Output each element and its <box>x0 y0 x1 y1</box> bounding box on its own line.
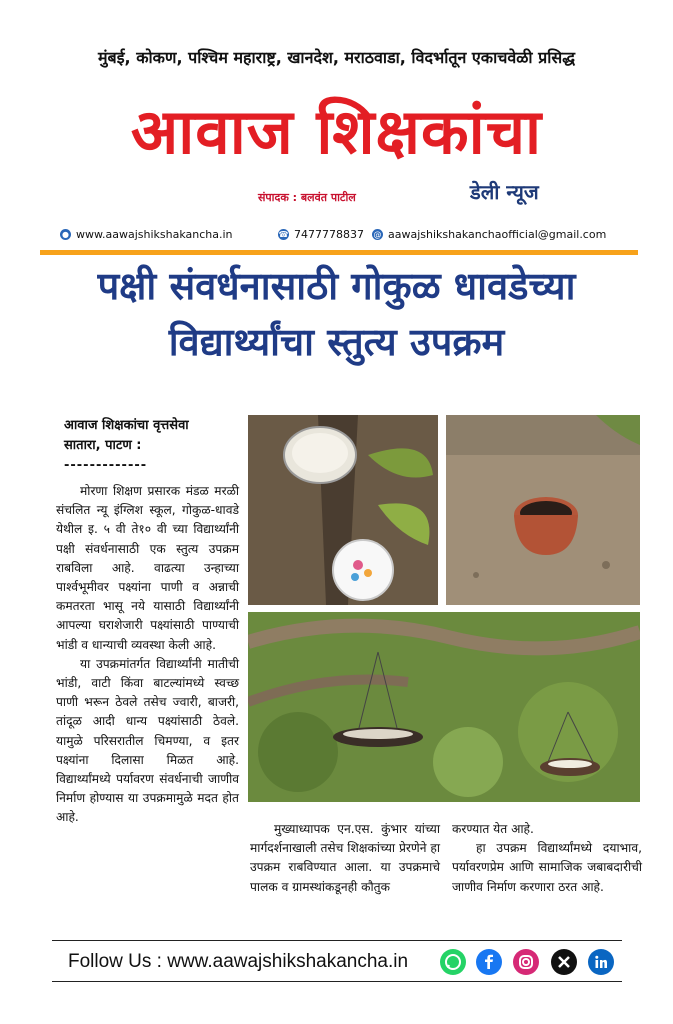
footer-bottom-rule <box>52 981 622 982</box>
byline-dateline: सातारा, पाटण : <box>64 438 142 453</box>
tagline: मुंबई, कोकण, पश्चिम महाराष्ट्र, खानदेश, मराठवाडा, विदर्भातून एकाचवेळी प्रसिद्ध <box>97 48 575 67</box>
email-contact[interactable] <box>372 228 606 241</box>
masthead-title: आवाज शिक्षकांचा <box>130 95 543 168</box>
facebook-icon[interactable] <box>476 949 502 975</box>
phone-contact[interactable] <box>278 228 364 241</box>
x-icon[interactable] <box>551 949 577 975</box>
phone-text: 7477778837 <box>294 228 364 241</box>
contact-bar <box>0 228 673 244</box>
follow-us-text[interactable]: Follow Us : www.aawajshikshakancha.in <box>68 951 409 972</box>
linkedin-icon[interactable] <box>588 949 614 975</box>
article-column-2 <box>250 820 440 897</box>
photo-clay-pot-graphic <box>446 415 640 605</box>
paragraph: करण्यात येत आहे. <box>452 822 534 836</box>
paragraph: मुख्याध्यापक एन.एस. कुंभार यांच्या मार्गदर्शनाखाली तसेच शिक्षकांच्या प्रेरणेने हा उपक्रम राबविण्यात आला. या उपक्रमाचे पालक व ग्रामस्थांकडूनही कौतुक <box>250 822 440 894</box>
editor-credit: संपादक : बलवंत पाटील <box>258 191 356 204</box>
phone-icon: ☎ <box>278 230 289 239</box>
photo-rice-bowl-graphic <box>248 415 438 605</box>
photo-hanging-bowls <box>248 612 640 802</box>
header-divider <box>40 250 638 255</box>
globe-icon: ● <box>60 229 71 240</box>
email-icon: @ <box>373 230 382 239</box>
byline <box>64 416 239 456</box>
website-contact[interactable] <box>60 228 233 241</box>
headline-line-2: विद्यार्थ्यांचा स्तुत्य उपक्रम <box>168 320 505 364</box>
article-headline <box>20 258 653 370</box>
footer-top-rule <box>52 940 622 941</box>
email-text: aawajshikshakanchaofficial@gmail.com <box>388 228 607 241</box>
instagram-icon[interactable] <box>513 949 539 975</box>
paragraph: मोरणा शिक्षण प्रसारक मंडळ मरळी संचलित न्यू इंग्लिश स्कूल, गोकुळ-धावडे येथील इ. ५ वी ते१० वी च्या विद्यार्थ्यांनी पक्षी संवर्धनासाठी एक स्तुत्य उपक्रम राबविला आहे. वाढत्या उन्हाच्या पार्श्वभूमीवर पक्ष्यांना पाणी व अन्नाची कमतरता भासू नये यासाठी विद्यार्थ्यांनी आपल्या घराशेजारी पक्ष्यांसाठी पाण्याची भांडी व धान्याची व्यवस्था केली आहे. <box>56 484 239 652</box>
byline-separator: ------------- <box>64 458 148 473</box>
whatsapp-icon[interactable] <box>440 949 466 975</box>
article-column-3 <box>452 820 642 897</box>
article-column-1 <box>56 482 239 828</box>
paragraph: हा उपक्रम विद्यार्थ्यांमध्ये दयाभाव, पर्यावरणप्रेम आणि सामाजिक जबाबदारीची जाणीव निर्माण करणारा ठरत आहे. <box>452 841 642 894</box>
photo-rice-bowl-on-tree <box>248 415 438 605</box>
masthead-subtitle: डेली न्यूज <box>470 180 539 204</box>
photo-clay-pot <box>446 415 640 605</box>
byline-agency: आवाज शिक्षकांचा वृत्तसेवा <box>64 418 189 433</box>
headline-line-1: पक्षी संवर्धनासाठी गोकुळ धावडेच्या <box>97 264 576 308</box>
paragraph: या उपक्रमांतर्गत विद्यार्थ्यांनी मातीची भांडी, वाटी किंवा बाटल्यांमध्ये स्वच्छ पाणी भरून ठेवले तसेच ज्वारी, बाजरी, तांदूळ आदी धान्य पक्ष्यांसाठी ठेवले. यामुळे परिसरातील चिमण्या, व इतर पक्ष्यांना दिलासा मिळत आहे. विद्यार्थ्यांमध्ये पर्यावरण संवर्धनाची जाणीव निर्माण होण्यास या उपक्रमामुळे मदत होत आहे. <box>56 656 239 825</box>
photo-hanging-bowls-graphic <box>248 612 640 802</box>
website-text: www.aawajshikshakancha.in <box>76 228 233 241</box>
